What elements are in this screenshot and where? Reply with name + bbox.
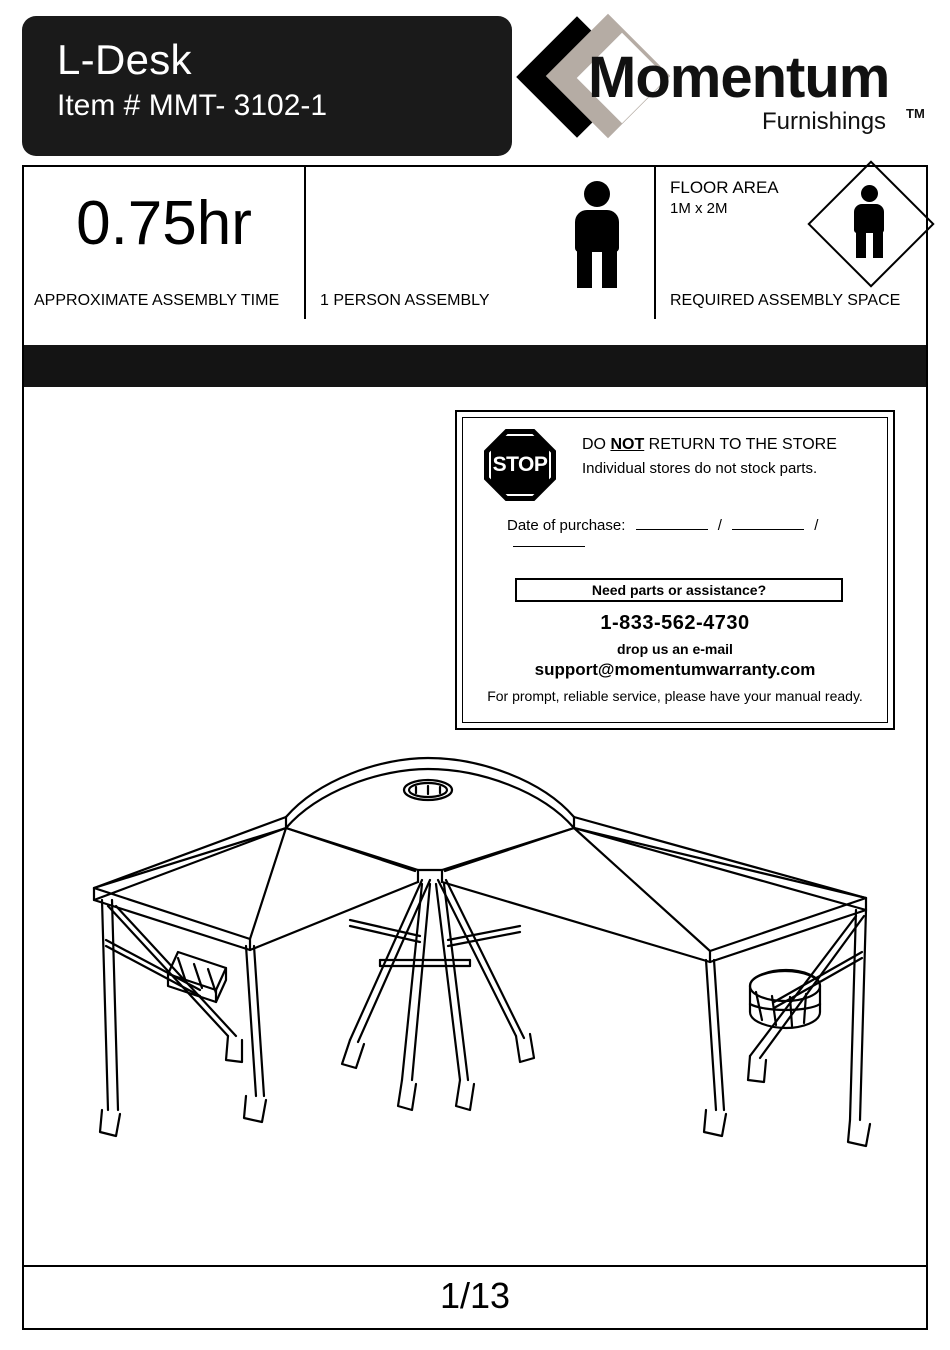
date-year-field[interactable] bbox=[513, 546, 585, 547]
product-illustration bbox=[50, 740, 910, 1250]
page-number: 1/13 bbox=[439, 1275, 511, 1316]
l-desk-line-drawing bbox=[50, 740, 910, 1250]
stop-label: STOP bbox=[492, 453, 548, 476]
person-caption: 1 PERSON ASSEMBLY bbox=[320, 292, 490, 309]
item-number: Item # MMT- 3102-1 bbox=[57, 89, 328, 122]
assembly-time-cell bbox=[24, 167, 306, 319]
stop-sign-icon bbox=[484, 429, 556, 501]
date-sep-2: / bbox=[814, 517, 819, 534]
do-not-return-pre: DO bbox=[582, 436, 611, 453]
brand-logo bbox=[528, 22, 928, 152]
space-person-icon bbox=[852, 185, 886, 259]
info-bar bbox=[24, 167, 926, 319]
brand-wordmark: Momentum bbox=[588, 45, 890, 110]
title-block bbox=[22, 16, 512, 156]
date-of-purchase-row bbox=[507, 517, 893, 551]
no-stock-note: Individual stores do not stock parts. bbox=[582, 460, 818, 477]
floor-area-dims: 1M x 2M bbox=[670, 200, 728, 217]
date-of-purchase-label: Date of purchase: bbox=[507, 517, 626, 534]
floor-area-label: FLOOR AREA bbox=[670, 178, 779, 197]
do-not-return-post: RETURN TO THE STORE bbox=[644, 436, 837, 453]
assembly-time-caption: APPROXIMATE ASSEMBLY TIME bbox=[34, 292, 280, 309]
date-sep-1: / bbox=[717, 517, 722, 534]
date-day-field[interactable] bbox=[732, 529, 804, 530]
prompt-service-note: For prompt, reliable service, please have your manual ready. bbox=[487, 688, 863, 704]
person-count-cell bbox=[306, 167, 656, 319]
email-label: drop us an e-mail bbox=[617, 641, 733, 657]
space-caption: REQUIRED ASSEMBLY SPACE bbox=[670, 292, 901, 309]
section-divider bbox=[24, 345, 926, 387]
page-title: L-Desk bbox=[57, 36, 192, 83]
person-icon bbox=[571, 181, 623, 289]
assembly-time-value: 0.75hr bbox=[76, 189, 252, 258]
do-not-return-text bbox=[582, 436, 837, 454]
support-email[interactable]: support@momentumwarranty.com bbox=[534, 660, 816, 679]
trademark-symbol: TM bbox=[906, 106, 925, 121]
footer-divider bbox=[24, 1265, 926, 1267]
need-parts-banner: Need parts or assistance? bbox=[515, 578, 843, 602]
support-phone[interactable]: 1-833-562-4730 bbox=[600, 612, 750, 634]
brand-subword: Furnishings bbox=[762, 108, 887, 135]
date-month-field[interactable] bbox=[636, 529, 708, 530]
support-info-box bbox=[455, 410, 895, 730]
do-not-return-emph: NOT bbox=[610, 436, 645, 453]
assembly-space-cell bbox=[656, 167, 926, 319]
